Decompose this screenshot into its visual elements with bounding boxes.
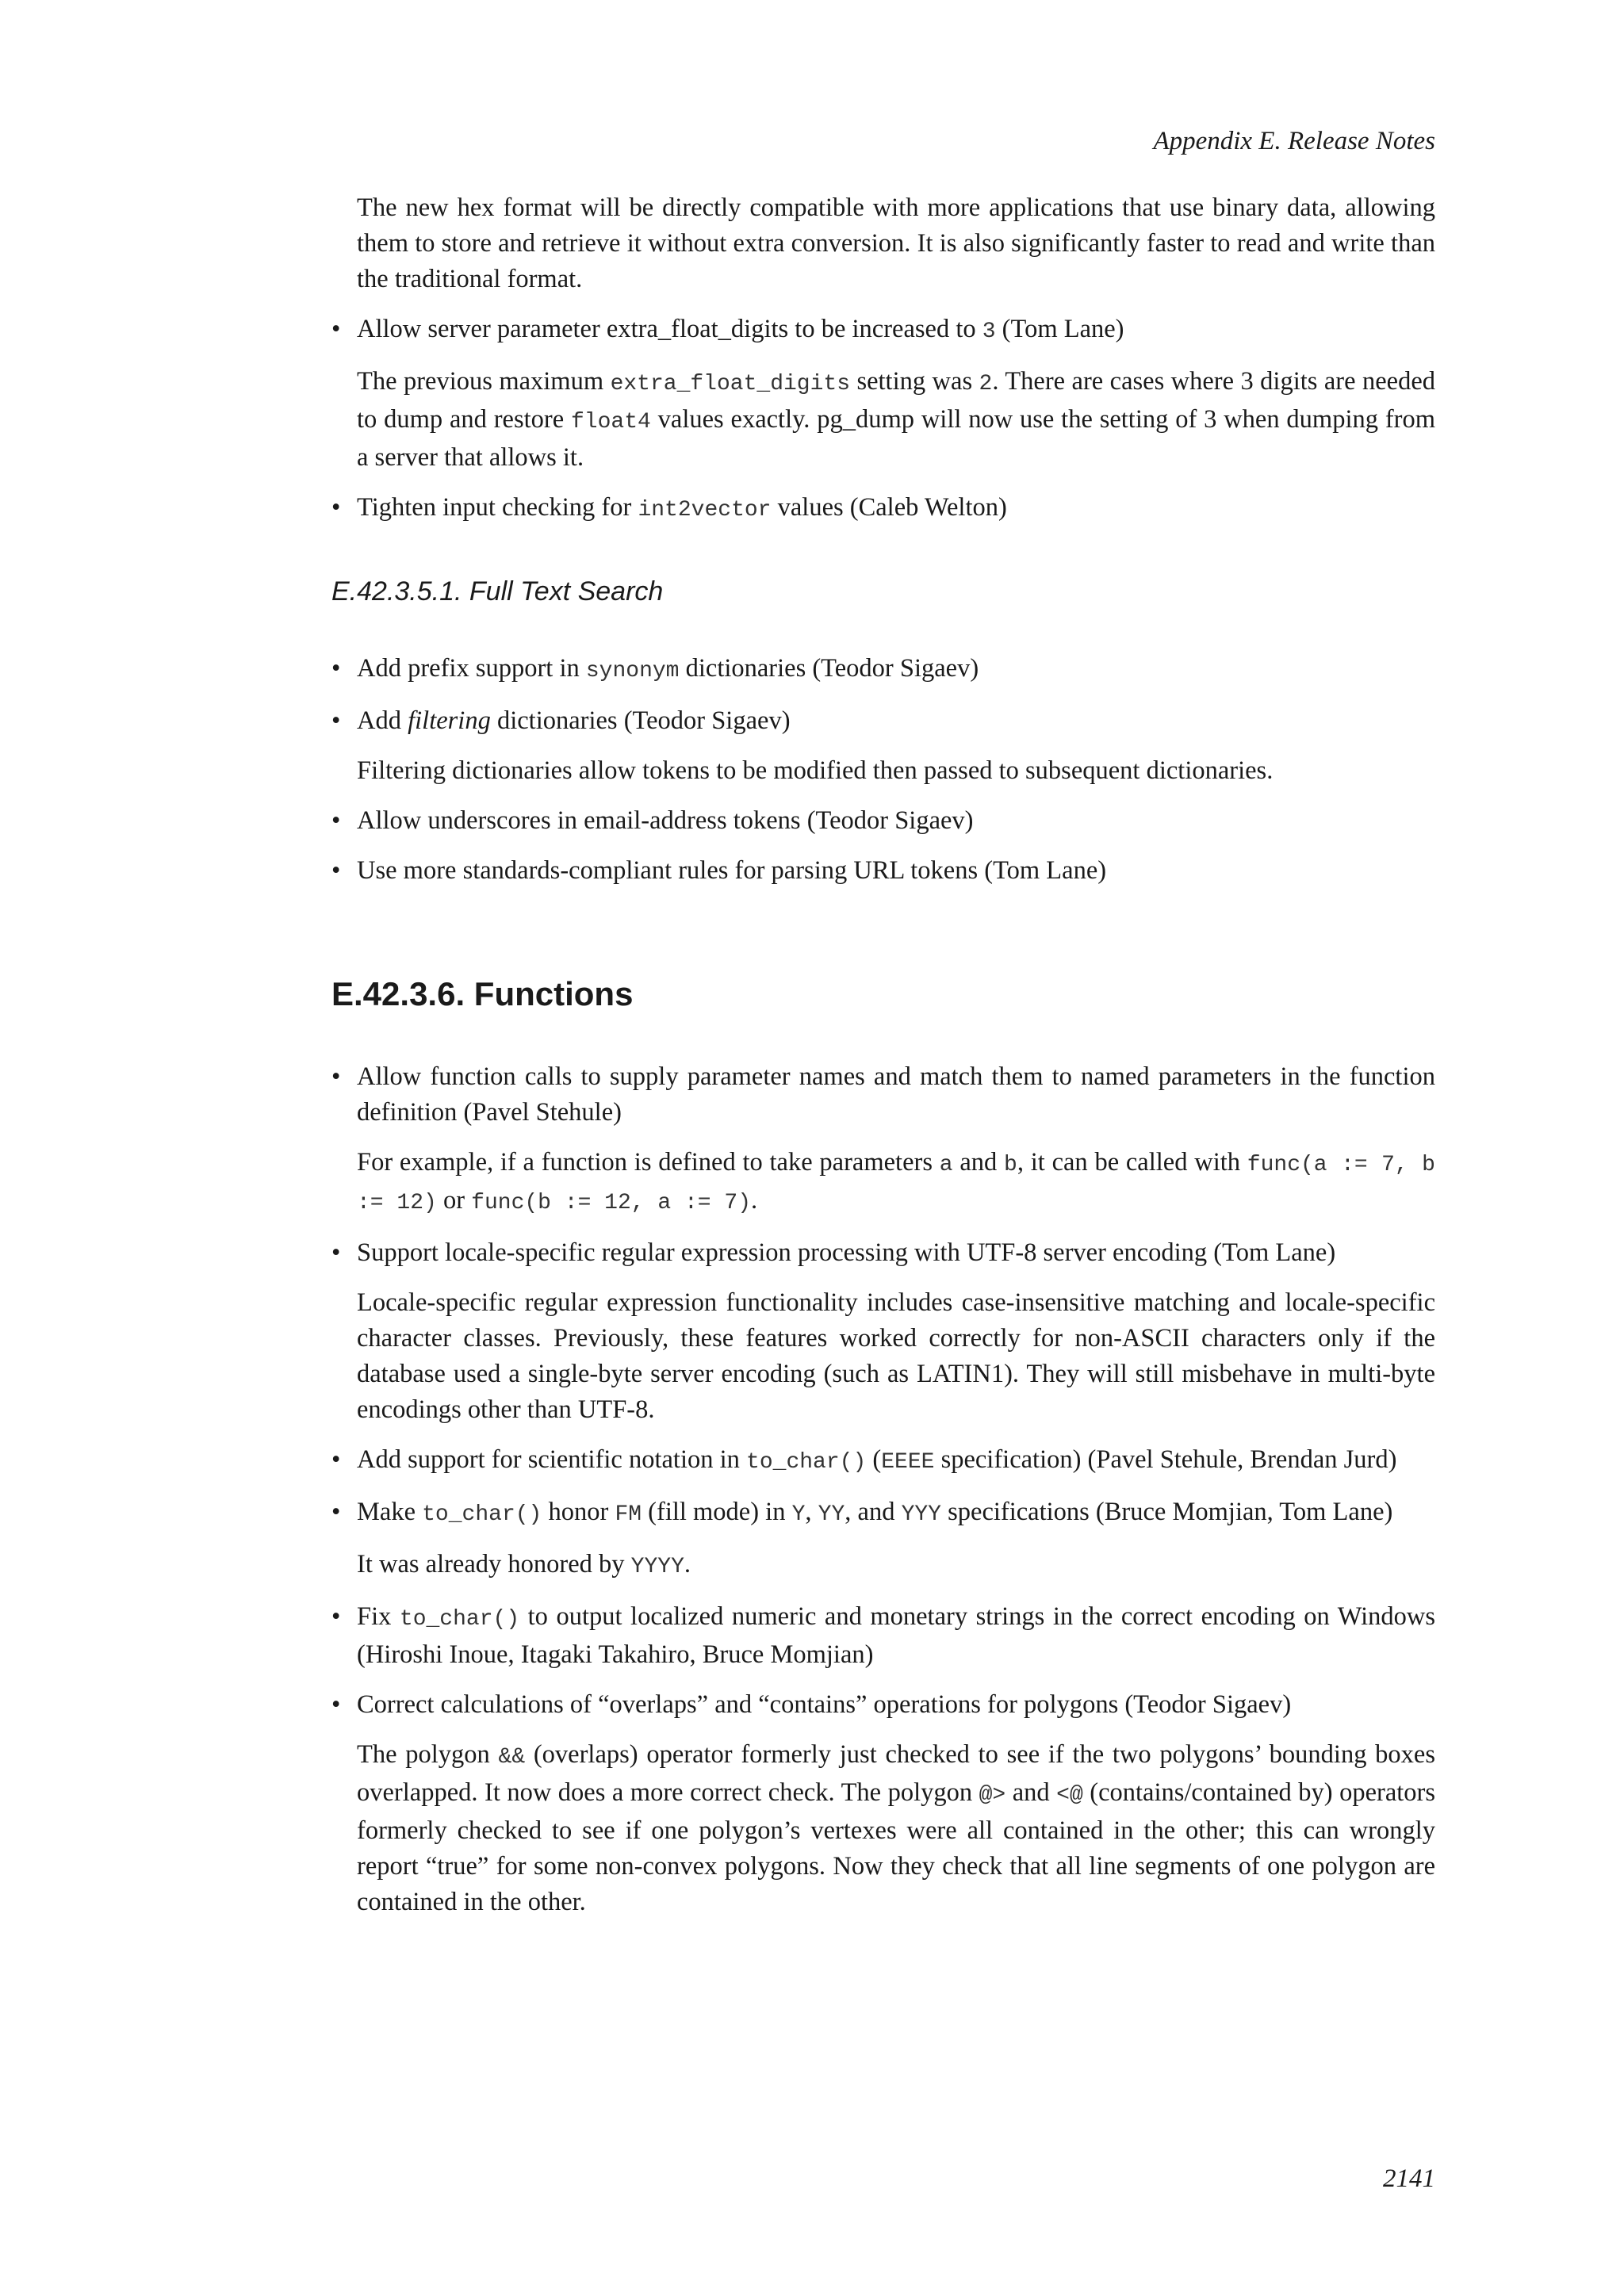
item-text (357, 1494, 1435, 1533)
item-detail (357, 364, 1435, 476)
bullet-icon: • (331, 1238, 341, 1267)
code-span: YYYY (630, 1555, 684, 1579)
code-span: YY (818, 1502, 845, 1527)
list-item-localized (331, 1599, 1435, 1673)
text-span: Fix (357, 1602, 400, 1631)
code-span: a (939, 1153, 953, 1177)
text-span: or (436, 1186, 472, 1215)
list-item-fm-mode (331, 1494, 1435, 1585)
text-span: . (751, 1186, 758, 1215)
text-span: specification) (Pavel Stehule, Brendan Jurd) (934, 1445, 1397, 1474)
code-span: synonym (585, 659, 680, 683)
code-span: 3 (982, 320, 996, 344)
item-text (357, 1599, 1435, 1673)
code-span: EEEE (881, 1450, 935, 1475)
item-detail (357, 1547, 1435, 1585)
list-item-synonym (331, 651, 1435, 689)
item-text (357, 1442, 1435, 1480)
item-detail: Filtering dictionaries allow tokens to be modified then passed to subsequent dictionaries. (357, 756, 1274, 785)
item-text (357, 312, 1435, 350)
code-span: && (498, 1745, 526, 1770)
subsection-heading: E.42.3.5.1. Full Text Search (331, 576, 664, 607)
text-span: setting was (850, 367, 979, 396)
code-span: @> (979, 1783, 1006, 1808)
item-text: Correct calculations of “overlaps” and “contains” operations for polygons (Teodor Sigaev) (357, 1690, 1292, 1719)
text-span: , and (845, 1498, 902, 1526)
bullet-icon: • (331, 1498, 341, 1526)
text-span: , it can be called with (1017, 1148, 1247, 1177)
text-span: The previous maximum (357, 367, 611, 396)
text-span: (fill mode) in (642, 1498, 792, 1526)
list-item-url (331, 853, 1435, 889)
code-span: float4 (571, 410, 651, 434)
code-span: func(b := 12, a := 7) (471, 1191, 752, 1215)
item-text: Support locale-specific regular expression processing with UTF-8 server encoding (Tom Lane) (357, 1238, 1336, 1267)
bullet-icon: • (331, 315, 341, 343)
item-detail: Locale-specific regular expression functionality includes case-insensitive matching and locale-specific character classes. Previously, these features worked correctly for non-ASCII characters only if the database used a single-byte server encoding (such as LATIN1). They will still misbehave in multi-byte encodings other than UTF-8. (357, 1288, 1435, 1424)
code-span: to_char() (746, 1450, 867, 1475)
text-span: It was already honored by (357, 1550, 631, 1578)
text-span: (Tom Lane) (995, 315, 1124, 343)
bullet-icon: • (331, 493, 341, 522)
text-span: dictionaries (Teodor Sigaev) (679, 654, 979, 683)
intro-paragraph: The new hex format will be directly compatible with more applications that use binary data, allowing them to store and retrieve it without extra conversion. It is also significantly faster to read and write than the traditional format. (357, 193, 1435, 293)
bullet-icon: • (331, 1602, 341, 1631)
list-item-float-digits (331, 312, 1435, 476)
bullet-icon: • (331, 1062, 341, 1091)
item-detail (357, 1737, 1435, 1920)
text-span: values (Caleb Welton) (771, 493, 1007, 522)
code-span: FM (615, 1502, 642, 1527)
bullet-icon: • (331, 1690, 341, 1719)
text-span: The polygon (357, 1740, 499, 1769)
list-item-underscores (331, 803, 1435, 839)
text-span: to output localized numeric and monetary strings in the correct encoding on Windows (Hiroshi Inoue, Itagaki Takahiro, Bruce Momjian) (357, 1602, 1435, 1669)
page-number: 2141 (1383, 2164, 1435, 2193)
code-span: Y (791, 1502, 806, 1527)
text-span: dictionaries (Teodor Sigaev) (490, 706, 791, 735)
list-item-int2vector (331, 490, 1435, 528)
list-item-locale-regex (331, 1235, 1435, 1428)
text-span: For example, if a function is defined to take parameters (357, 1148, 940, 1177)
bullet-icon: • (331, 806, 341, 835)
item-detail (357, 1145, 1435, 1221)
text-span: , (805, 1498, 818, 1526)
text-span: specifications (Bruce Momjian, Tom Lane) (941, 1498, 1393, 1526)
text-span: ( (866, 1445, 882, 1474)
list-item-filtering (331, 703, 1435, 789)
code-span: YYY (901, 1502, 941, 1527)
item-text: Use more standards-compliant rules for parsing URL tokens (Tom Lane) (357, 856, 1107, 885)
text-span: . (684, 1550, 691, 1578)
item-text: Allow function calls to supply parameter names and match them to named parameters in the function definition (Pavel Stehule) (357, 1062, 1435, 1127)
running-header: Appendix E. Release Notes (1153, 127, 1435, 155)
code-span: <@ (1056, 1783, 1083, 1808)
code-span: extra_float_digits (610, 372, 851, 396)
item-text (357, 490, 1435, 528)
code-span: func(a := 7, b := 12) (357, 1153, 1435, 1215)
code-span: 2 (979, 372, 993, 396)
bullet-icon: • (331, 654, 341, 683)
code-span: b (1004, 1153, 1017, 1177)
text-span: honor (542, 1498, 615, 1526)
text-span: Add prefix support in (357, 654, 586, 683)
page-body (331, 190, 1435, 1934)
list-item-sci-notation (331, 1442, 1435, 1480)
text-span: and (1005, 1778, 1057, 1807)
emphasis-span: filtering (408, 706, 491, 735)
text-span: Make (357, 1498, 423, 1526)
code-span: int2vector (638, 498, 772, 522)
item-text (357, 651, 1435, 689)
text-span: (overlaps) operator formerly just checked to see if the two polygons’ bounding boxes overlapped. It now does a more correct check. The polygon (357, 1740, 1435, 1807)
text-span: (contains/contained by) operators formerly checked to see if one polygon’s vertexes were all contained in the other; this can wrongly report “true” for some non-convex polygons. Now they check that all line segments of one polygon are contained in the other. (357, 1778, 1435, 1916)
item-text (357, 703, 1435, 739)
text-span: . There are cases where 3 digits are needed to dump and restore (357, 367, 1435, 434)
bullet-icon: • (331, 706, 341, 735)
text-span: and (952, 1148, 1005, 1177)
list-item-named-params (331, 1059, 1435, 1221)
text-span: Add support for scientific notation in (357, 1445, 747, 1474)
item-text: Allow underscores in email-address tokens (Teodor Sigaev) (357, 806, 974, 835)
text-span: Allow server parameter extra_float_digits to be increased to (357, 315, 982, 343)
text-span: values exactly. pg_dump will now use the setting of 3 when dumping from a server that allows it. (357, 405, 1435, 472)
section-heading: E.42.3.6. Functions (331, 975, 634, 1012)
text-span: Tighten input checking for (357, 493, 638, 522)
list-item-polygons (331, 1687, 1435, 1920)
bullet-icon: • (331, 1445, 341, 1474)
text-span: Add (357, 706, 408, 735)
code-span: to_char() (399, 1607, 520, 1632)
bullet-icon: • (331, 856, 341, 885)
code-span: to_char() (422, 1502, 542, 1527)
